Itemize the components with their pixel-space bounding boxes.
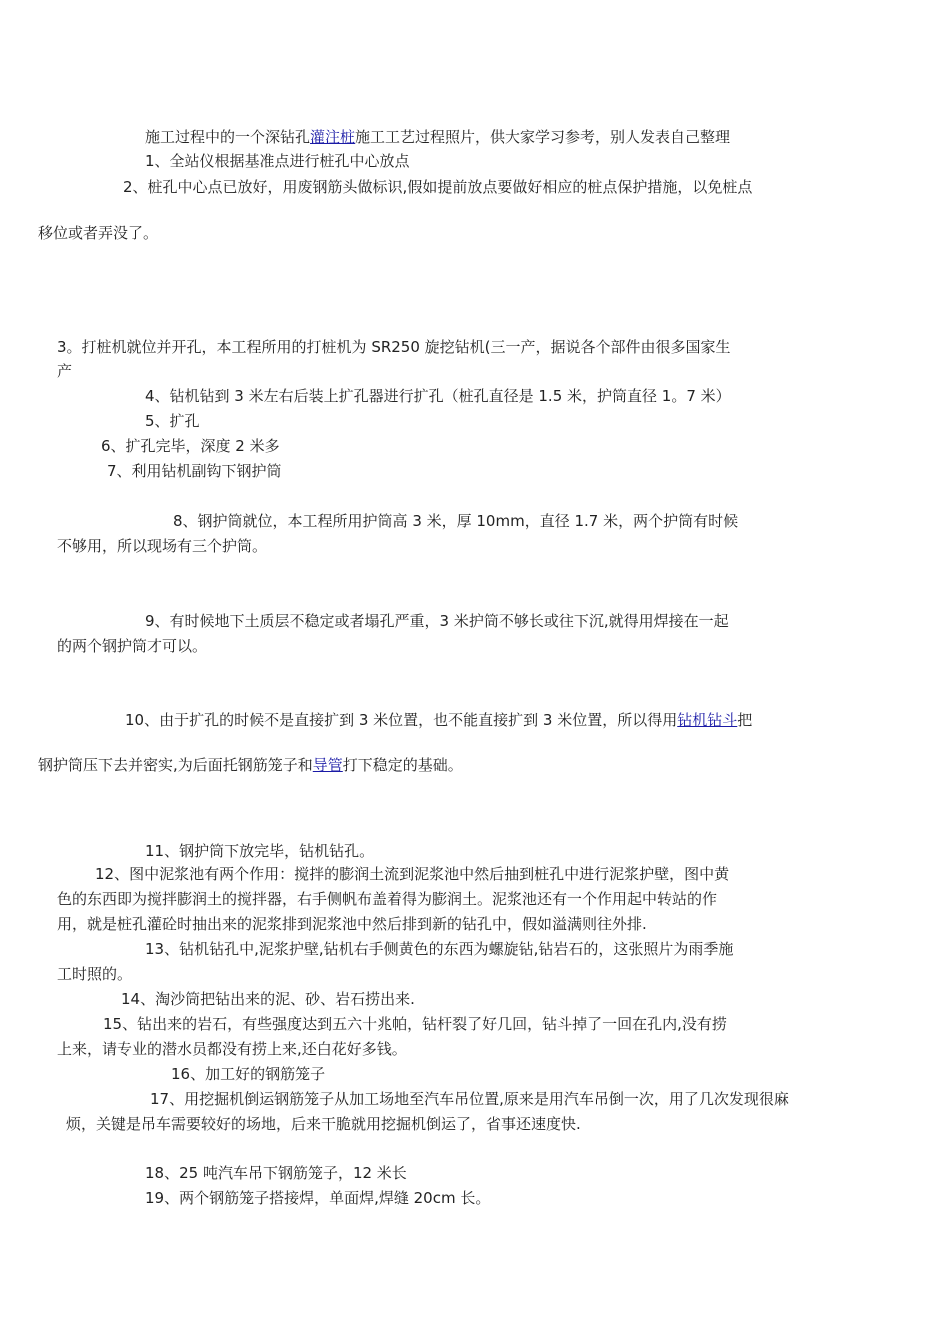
intro-line: 施工过程中的一个深钻孔灌注桩施工工艺过程照片，供大家学习参考，别人发表自己整理 — [145, 128, 731, 146]
step-2-line-2: 移位或者弄没了。 — [38, 224, 159, 242]
step-5: 5、扩孔 — [145, 412, 200, 430]
step-15-line-1: 15、钻出来的岩石，有些强度达到五六十兆帕，钻杆裂了好几回，钻斗掉了一回在孔内,没有捞 — [103, 1015, 727, 1033]
link-guanzhuzhuang[interactable]: 灌注桩 — [310, 128, 356, 146]
step-17-line-1: 17、用挖掘机倒运钢筋笼子从加工场地至汽车吊位置,原来是用汽车吊倒一次，用了几次发现很麻 — [150, 1090, 789, 1108]
step-10-line-2: 钢护筒压下去并密实,为后面托钢筋笼子和导管打下稳定的基础。 — [38, 756, 463, 774]
step-9-line-2: 的两个钢护筒才可以。 — [57, 637, 208, 655]
step-7: 7、利用钻机副钩下钢护筒 — [107, 462, 282, 480]
step-13-line-1: 13、钻机钻孔中,泥浆护壁,钻机右手侧黄色的东西为螺旋钻,钻岩石的，这张照片为雨季施 — [145, 940, 734, 958]
step-1: 1、全站仪根据基准点进行桩孔中心放点 — [145, 152, 410, 170]
step-13-line-2: 工时照的。 — [57, 965, 133, 983]
step-11: 11、钢护筒下放完毕，钻机钻孔。 — [145, 842, 375, 860]
step-2-line-1: 2、桩孔中心点已放好，用废钢筋头做标识,假如提前放点要做好相应的桩点保护措施，以免桩点 — [123, 178, 753, 196]
link-zuanji-zuandou[interactable]: 钻机钻斗 — [677, 711, 738, 729]
step-17-line-2: 烦，关键是吊车需要较好的场地，后来干脆就用挖掘机倒运了，省事还速度快. — [66, 1115, 581, 1133]
step-4: 4、钻机钻到 3 米左右后装上扩孔器进行扩孔（桩孔直径是 1.5 米，护筒直径 1。7 米） — [145, 387, 731, 405]
step-8-line-1: 8、钢护筒就位，本工程所用护筒高 3 米，厚 10mm，直径 1.7 米，两个护筒有时候 — [173, 512, 739, 530]
step-19: 19、两个钢筋笼子搭接焊，单面焊,焊缝 20cm 长。 — [145, 1189, 491, 1207]
link-daoguan[interactable]: 导管 — [312, 756, 343, 774]
step-3-line-2: 产 — [57, 362, 73, 380]
step-14: 14、淘沙筒把钻出来的泥、砂、岩石捞出来. — [121, 990, 415, 1008]
step-15-line-2: 上来，请专业的潜水员都没有捞上来,还白花好多钱。 — [57, 1040, 407, 1058]
step-16: 16、加工好的钢筋笼子 — [171, 1065, 326, 1083]
step-10-line-1: 10、由于扩孔的时候不是直接扩到 3 米位置，也不能直接扩到 3 米位置，所以得用钻机钻斗把 — [125, 711, 753, 729]
step-8-line-2: 不够用，所以现场有三个护筒。 — [57, 537, 268, 555]
step-12-line-3: 用，就是桩孔灌砼时抽出来的泥浆排到泥浆池中然后排到新的钻孔中，假如溢满则往外排. — [57, 915, 647, 933]
step-12-line-2: 色的东西即为搅拌膨润土的搅拌器，右手侧帆布盖着得为膨润土。泥浆池还有一个作用起中转站的作 — [57, 890, 718, 908]
step-6: 6、扩孔完毕，深度 2 米多 — [101, 437, 280, 455]
step-18: 18、25 吨汽车吊下钢筋笼子，12 米长 — [145, 1164, 407, 1182]
step-3-line-1: 3。打桩机就位并开孔，本工程所用的打桩机为 SR250 旋挖钻机(三一产，据说各个部件由很多国家生 — [57, 338, 731, 356]
step-9-line-1: 9、有时候地下土质层不稳定或者塌孔严重，3 米护筒不够长或往下沉,就得用焊接在一起 — [145, 612, 729, 630]
step-12-line-1: 12、图中泥浆池有两个作用：搅拌的膨润土流到泥浆池中然后抽到桩孔中进行泥浆护壁，图中黄 — [95, 865, 730, 883]
